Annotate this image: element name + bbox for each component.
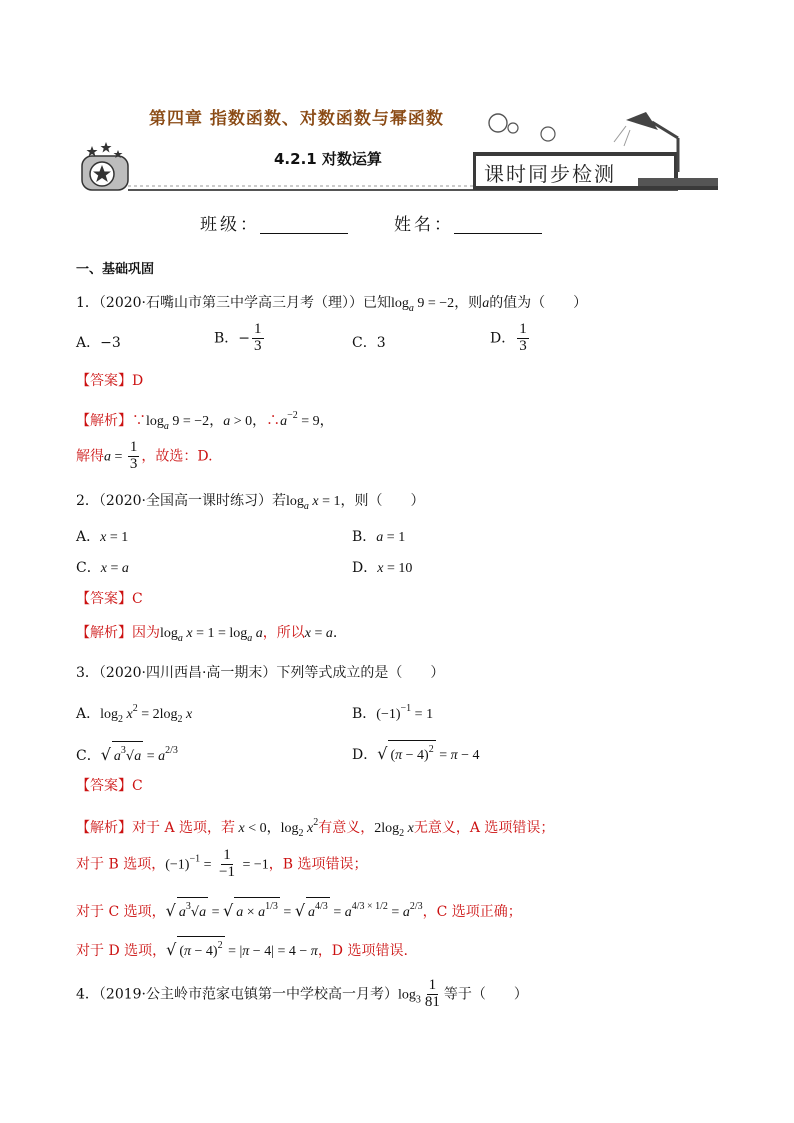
q2-options-row2 <box>76 557 413 580</box>
q2-option-a[interactable]: A．x = 1 <box>76 529 129 545</box>
q1-option-c[interactable]: C．3 <box>352 335 386 351</box>
q3-option-a[interactable]: A．$\log_2 x^2 = 2\log_2$ x <box>76 703 193 725</box>
q3-analysis-1: 【解析】对于 A 选项，若 x < 0，$\log_2 x^2$有意义，$2\log_2$ x无意义，A 选项错误； <box>76 817 555 839</box>
q1-answer: 【答案】D <box>76 373 144 389</box>
q1-option-a[interactable]: A．−3 <box>76 335 121 351</box>
q1-analysis: 【解析】$\because\log_a$ 9 = −2，a > 0，$\therefore a^{-2} = 9$， <box>76 410 334 432</box>
q3-analysis-3: 对于 C 选项，√ $a^3√a$ = √ $a \times a^{1/3}$ = √ $a^{4/3} = a^{4/3 \times 1/2} = a^{2/3}$，C 选项正确； <box>76 896 522 924</box>
section-heading: 一、基础巩固 <box>76 262 155 277</box>
q2-option-d[interactable]: D．x = 10 <box>352 560 413 576</box>
q3-option-b[interactable]: B．$(-1)^{-1} = 1$ <box>352 703 434 722</box>
q3-option-d[interactable]: D．√ $(\pi - 4)^2 = \pi - 4$ <box>352 740 480 767</box>
section-title: 4.2.1 对数运算 <box>274 150 382 168</box>
star-trophy-icon <box>82 142 128 190</box>
q2-option-c[interactable]: C．x = a <box>76 560 129 576</box>
q2-answer: 【答案】C <box>76 591 143 607</box>
q2-stem: 2．（2020·全国高一课时练习）若$\log_a x = 1$，则（ ） <box>76 493 425 512</box>
q2-analysis: 【解析】因为$\log_a x = 1 = \log_a a$，所以x = a. <box>76 625 338 644</box>
q3-stem: 3．（2020·四川西昌·高一期末）下列等式成立的是（ ） <box>76 665 445 681</box>
class-field <box>200 210 348 235</box>
q3-option-c[interactable]: C．√ $a^3√a = a^{2/3}$ <box>76 748 178 764</box>
badge-label: 课时同步检测 <box>484 162 616 186</box>
q2-option-b[interactable]: B．a = 1 <box>352 529 406 545</box>
q1-option-b[interactable]: B．− $\frac{1}{3}$ <box>214 321 262 354</box>
q3-options-row2 <box>76 740 480 768</box>
name-field <box>394 210 542 235</box>
q1-analysis-2: 解得a = $\frac{1}{3}$ ，故选：D. <box>76 439 213 472</box>
q3-analysis-2: 对于 B 选项，$(-1)^{-1}$ = $\frac{1}{-1}$ = −1，B 选项错误； <box>76 847 368 880</box>
class-blank[interactable] <box>260 215 348 234</box>
q1-option-d[interactable]: D． $\frac{1}{3}$ <box>490 321 527 354</box>
q3-answer: 【答案】C <box>76 778 143 794</box>
class-label: 班级： <box>200 215 260 235</box>
name-blank[interactable] <box>454 215 542 234</box>
q3-options-row1 <box>76 698 434 731</box>
q4-stem: 4．（2019·公主岭市范家屯镇第一中学校高一月考）$\log_3$ $\frac{1}{81}$ 等于（ ） <box>76 977 528 1010</box>
chapter-title: 第四章 指数函数、对数函数与幂函数 <box>149 109 444 129</box>
name-label: 姓名： <box>394 215 454 235</box>
q2-options-row1 <box>76 526 406 549</box>
q1-stem: 1．（2020·石嘴山市第三中学高三月考（理））已知$\log_a 9 = -2$，则a的值为（ ） <box>76 295 588 314</box>
q3-analysis-4: 对于 D 选项，√ $(\pi - 4)^2 = |\pi - 4| = 4 - \pi$，D 选项错误. <box>76 936 408 963</box>
